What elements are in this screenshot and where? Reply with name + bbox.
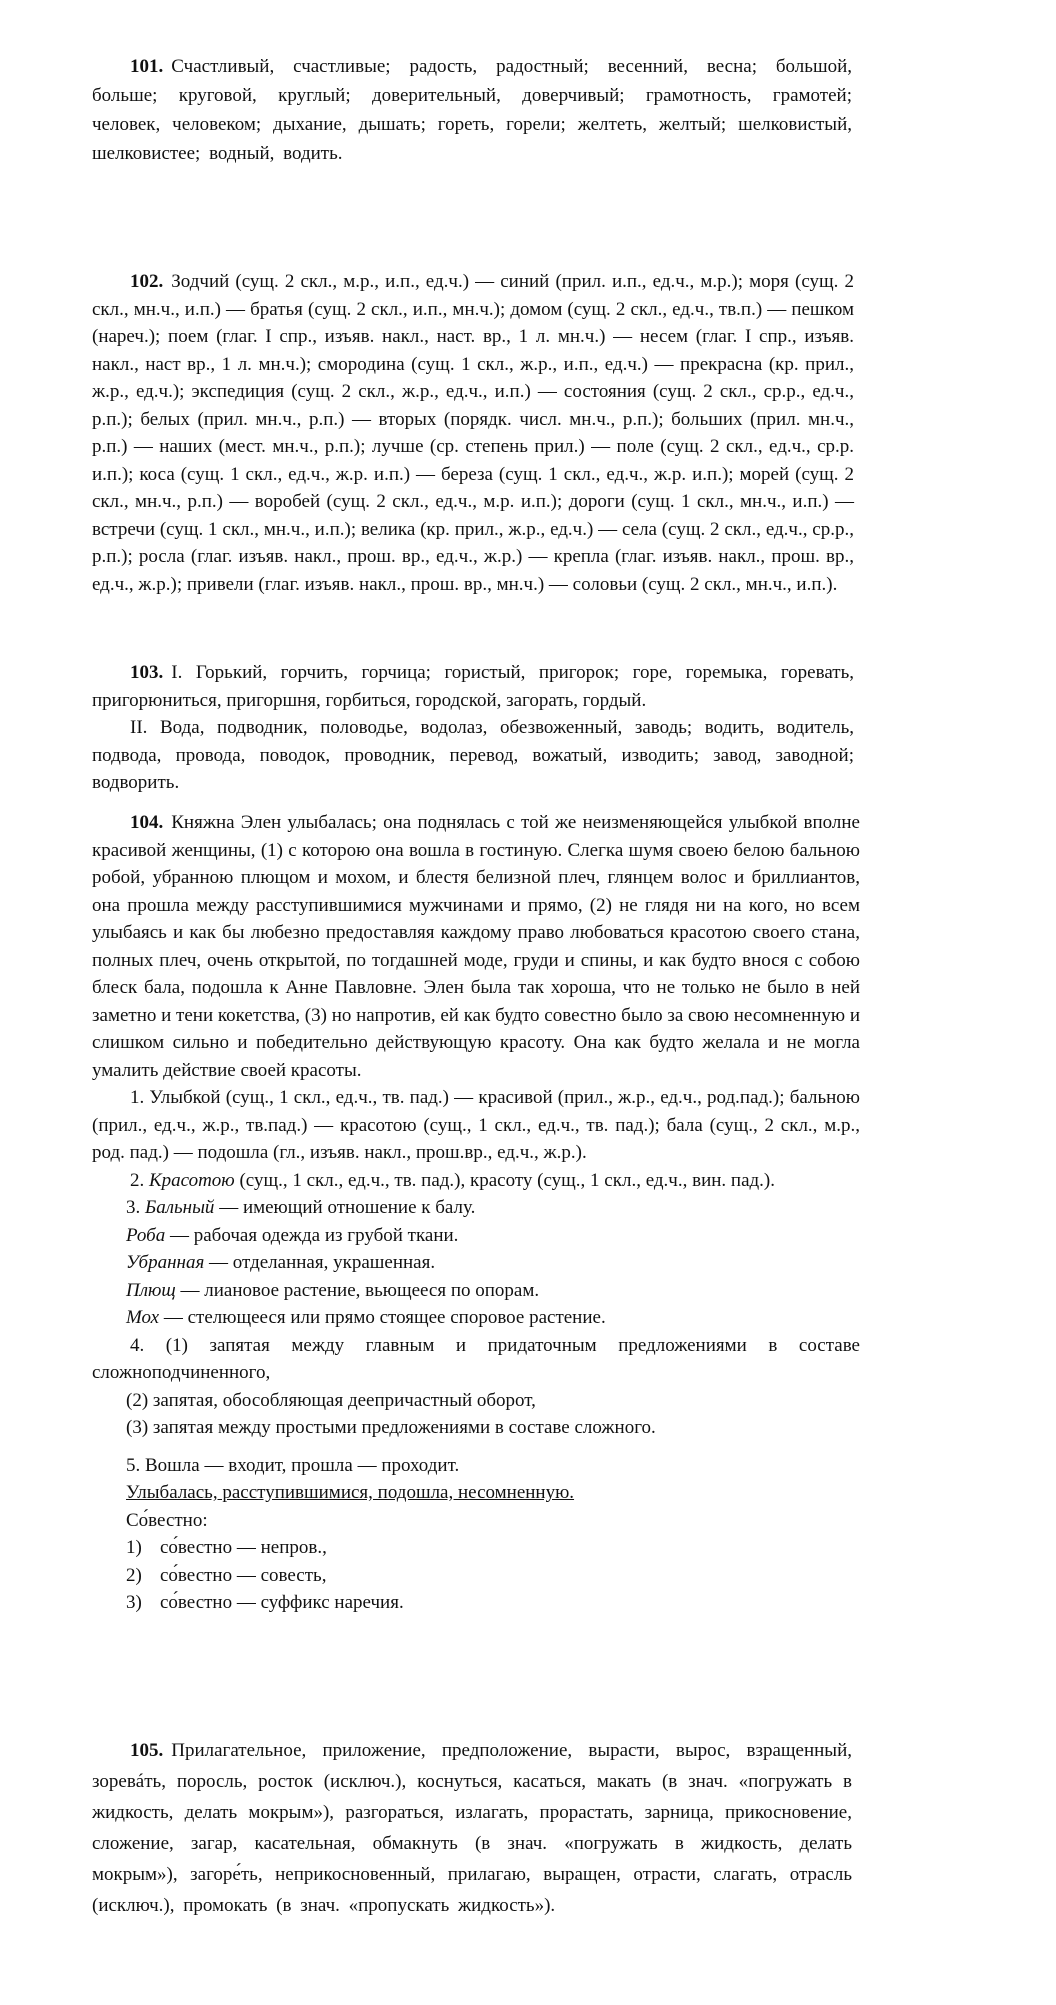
marked-words: Улыбалась, расступившимися, подошла, несомненную. [126,1482,575,1503]
answer-number: 2. [130,1169,149,1191]
definition-text: — лиановое растение, вьющееся по опорам. [175,1279,540,1301]
exercise-105 [92,1735,852,1921]
exercise-body: Счастливый, счастливые; радость, радостный; весенний, весна; большой, больше; круговой, круглый; доверительный, доверчивый; грамотность, грамотей; человек, человеком; дыхание, дышать; гореть, горели; желтеть, желтый; шелковистый, шелковистее; водный, водить. [92,56,852,164]
item-text: со́вестно — суффикс наречия. [160,1592,404,1613]
exercise-body: I. Горький, горчить, горчица; гористый, пригорок; горе, горемыка, горевать, пригорюниться, пригоршня, горбиться, городской, загорать, гордый. [92,662,854,711]
item-text: со́вестно — непров., [160,1537,327,1558]
exercise-105-text [92,1735,852,1921]
answer-2 [92,1167,860,1195]
answer-5-words [92,1479,860,1507]
sovestno-item [92,1562,860,1590]
exercise-103-part1 [92,659,854,714]
exercise-104 [92,809,860,1617]
definition-text: — рабочая одежда из грубой ткани. [165,1224,459,1246]
answer-text: (сущ., 1 скл., ед.ч., тв. пад.), красоту (сущ., 1 скл., ед.ч., вин. пад.). [234,1169,776,1191]
exercise-body: Прилагательное, приложение, предположение, вырасти, вырос, взращенный, зоревáть, поросль, росток (исключ.), коснуться, касаться, макать (в знач. «погружать в жидкость, делать мокрым»), разгораться, излагать, прорастать, зарница, прикосновение, сложение, загар, касательная, обмакнуть (в знач. «погружать в жидкость, делать мокрым»), загоре́ть, неприкосновенный, прилагаю, выращен, отрасти, слагать, отрасль (исключ.), промокать (в знач. «пропускать жидкость»). [92,1740,852,1916]
answer-number: 3. [126,1197,145,1218]
answer-4-item-3: (3) запятая между простыми предложениями в составе сложного. [126,1417,656,1438]
answer-1: 1. Улыбкой (сущ., 1 скл., ед.ч., тв. пад.) — красивой (прил., ж.р., ед.ч., род.пад.); бальною (прил., ед.ч., ж.р., тв.пад.) — красотою (сущ., 1 скл., ед.ч., тв. пад.); бала (сущ., 2 скл., м.р., род. пад.) — подошла (гл., изъяв. накл., прош.вр., ед.ч., ж.р.). [92,1087,860,1163]
answer-3-def-1 [92,1222,860,1250]
item-number: 1) [126,1537,142,1558]
item-number: 3) [126,1592,142,1613]
definition-term: Роба [126,1224,166,1246]
definition-text: — имеющий отношение к балу. [214,1197,476,1218]
answer-3-def-0 [92,1194,860,1222]
exercise-102 [92,268,854,598]
exercise-103-part2: II. Вода, подводник, половодье, водолаз, обезвоженный, заводь; водить, водитель, подвода, провода, поводок, проводник, перевод, вожатый, изводить; завод, заводной; водворить. [92,717,854,793]
item-text: со́вестно — совесть, [160,1564,327,1586]
definition-term: Плющ [126,1279,176,1301]
answer-3-def-3 [92,1277,860,1305]
exercise-104-passage [92,809,860,1084]
exercise-101-text [92,52,852,168]
answer-5: 5. Вошла — входит, прошла — проходит. [126,1454,460,1476]
answer-4-item-2: (2) запятая, обособляющая деепричастный оборот, [126,1389,536,1411]
sovestno-item [92,1534,860,1562]
definition-text: — отделанная, украшенная. [204,1252,436,1273]
sovestno-label: Со́вестно: [126,1509,208,1531]
answer-3-def-4 [92,1304,860,1332]
exercise-102-text [92,268,854,598]
exercise-101 [92,52,852,168]
exercise-103 [92,659,854,797]
exercise-body: Княжна Элен улыбалась; она поднялась с той же неизменяющейся улыбкой вполне красивой женщины, (1) с которою она вошла в гостиную. Слегка шумя своею белою бальною робой, убранною плющом и мохом, и блестя белизной плеч, глянцем волос и бриллиантов, она прошла между расступившимися мужчинами и прямо, (2) не глядя ни на кого, но всем улыбаясь и как бы любезно предоставляя каждому право любоваться красотою своего стана, полных плеч, очень открытой, по тогдашней моде, груди и спины, и как будто внося с собою блеск бала, подошла к Анне Павловне. Элен была так хороша, что не только не было в ней заметно и тени кокетства, (3) но напротив, ей как будто совестно было за свою несомненную и слишком сильно и победительно действующую красоту. Она как будто желала и не могла умалить действие своей красоты. [92,812,860,1081]
definition-term: Бальный [145,1197,215,1218]
item-number: 2) [126,1564,142,1586]
answer-term: Красотою [149,1169,235,1191]
sovestno-item [92,1589,860,1617]
exercise-number: 102. [130,271,164,292]
definition-term: Мох [126,1307,160,1328]
exercise-number: 104. [130,812,164,833]
definition-term: Убранная [126,1252,205,1273]
answer-4: 4. (1) запятая между главным и придаточным предложениями в составе сложноподчиненного, [92,1334,860,1383]
exercise-body: Зодчий (сущ. 2 скл., м.р., и.п., ед.ч.) — синий (прил. и.п., ед.ч., м.р.); моря (сущ. 2 скл., мн.ч., и.п.) — братья (сущ. 2 скл., и.п., мн.ч.); домом (сущ. 2 скл., ед.ч., тв.п.) — пешком (нареч.); поем (глаг. I спр., изъяв. накл., наст. вр., 1 л. мн.ч.) — несем (глаг. I спр., изъяв. накл., наст вр., 1 л. мн.ч.); смородина (сущ. 1 скл., ж.р., и.п., ед.ч.) — прекрасна (кр. прил., ж.р., ед.ч.); экспедиция (сущ. 2 скл., ж.р., ед.ч., и.п.) — состояния (сущ. 2 скл., ср.р., ед.ч., р.п.); белых (прил. мн.ч., р.п.) — вторых (порядк. числ. мн.ч., р.п.); больших (прил. мн.ч., р.п.) — наших (мест. мн.ч., р.п.); лучше (ср. степень прил.) — поле (сущ. 2 скл., ед.ч., ср.р. и.п.); коса (сущ. 1 скл., ед.ч., ж.р. и.п.) — береза (сущ. 1 скл., ед.ч., ж.р. и.п.); морей (сущ. 2 скл., мн.ч., р.п.) — воробей (сущ. 2 скл., ед.ч., м.р. и.п.); дороги (сущ. 1 скл., мн.ч., и.п.) — встречи (сущ. 1 скл., мн.ч., и.п.); велика (кр. прил., ж.р., ед.ч.) — села (сущ. 2 скл., ед.ч., ср.р., р.п.); росла (глаг. изъяв. накл., прош. вр., ед.ч., ж.р.) — крепла (глаг. изъяв. накл., прош. вр., ед.ч., ж.р.); привели (глаг. изъяв. накл., прош. вр., мн.ч.) — соловьи (сущ. 2 скл., мн.ч., и.п.). [92,271,854,595]
exercise-number: 105. [130,1740,164,1761]
exercise-number: 101. [130,56,164,77]
answer-3-def-2 [92,1249,860,1277]
exercise-number: 103. [130,662,164,683]
definition-text: — стелющееся или прямо стоящее споровое растение. [159,1307,606,1328]
